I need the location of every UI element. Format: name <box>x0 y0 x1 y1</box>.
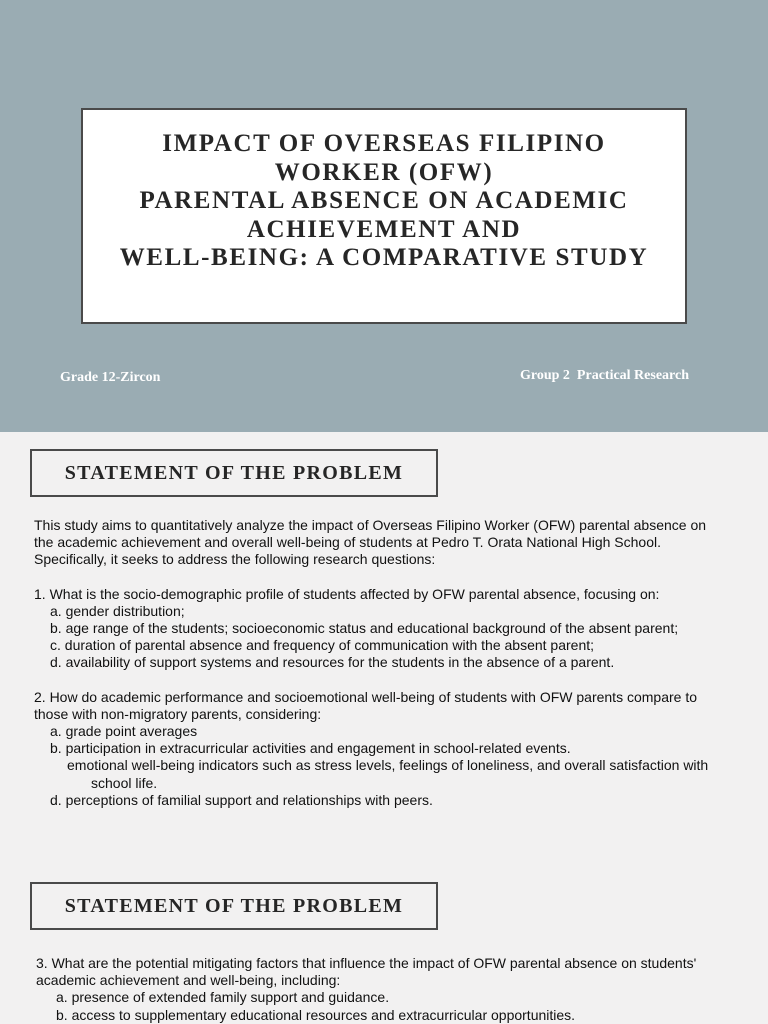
title-line: WELL-BEING: A COMPARATIVE STUDY <box>119 244 649 271</box>
group-label: Group 2 Practical Research <box>520 368 690 383</box>
question-2: 2. How do academic performance and socioemotional well-being of students with OFW parents compare to <box>34 688 697 705</box>
title-slide <box>0 0 768 432</box>
title-line: ACHIEVEMENT AND <box>246 215 522 243</box>
list-item: d. perceptions of familial support and relationships with peers. <box>50 791 433 808</box>
title-line: WORKER (OFW) <box>274 158 494 186</box>
list-item: a. grade point averages <box>50 723 198 740</box>
list-item-cont: school life. <box>91 774 158 791</box>
list-item: b. participation in extracurricular activities and engagement in school-related events. <box>50 740 571 757</box>
slide2-body <box>34 517 734 809</box>
intro-line: the academic achievement and overall well-being of students at Pedro T. Orata National High School. <box>34 534 661 551</box>
question-2-cont: those with non-migratory parents, considering: <box>34 705 322 722</box>
slide2-heading: STATEMENT OF THE PROBLEM <box>30 449 438 497</box>
question-3-cont: academic achievement and well-being, including: <box>36 972 341 989</box>
list-item: a. gender distribution; <box>50 602 185 619</box>
intro-line: Specifically, it seeks to address the following research questions: <box>34 551 436 568</box>
list-item: a. presence of extended family support and guidance. <box>56 989 390 1006</box>
list-item: b. age range of the students; socioeconomic status and educational background of the absent parent; <box>50 620 679 637</box>
intro-line: This study aims to quantitatively analyze the impact of Overseas Filipino Worker (OFW) parental absence on <box>34 517 707 533</box>
title-line: PARENTAL ABSENCE ON ACADEMIC <box>139 187 629 214</box>
grade-section-label: Grade 12-Zircon <box>60 370 161 385</box>
slide3-heading: STATEMENT OF THE PROBLEM <box>30 882 438 930</box>
list-item: d. availability of support systems and resources for the students in the absence of a parent. <box>50 654 615 671</box>
question-3: 3. What are the potential mitigating factors that influence the impact of OFW parental absence on students' <box>36 955 697 971</box>
slide-title <box>83 130 685 273</box>
title-line: IMPACT OF OVERSEAS FILIPINO <box>162 130 606 157</box>
list-item: c. duration of parental absence and frequency of communication with the absent parent; <box>50 637 595 654</box>
question-1: 1. What is the socio-demographic profile of students affected by OFW parental absence, focusing on: <box>34 585 660 602</box>
list-item: b. access to supplementary educational resources and extracurricular opportunities. <box>56 1006 576 1023</box>
list-item: emotional well-being indicators such as stress levels, feelings of loneliness, and overall satisfaction with <box>67 757 709 774</box>
slide3-body <box>36 955 736 1024</box>
title-box <box>81 108 687 324</box>
